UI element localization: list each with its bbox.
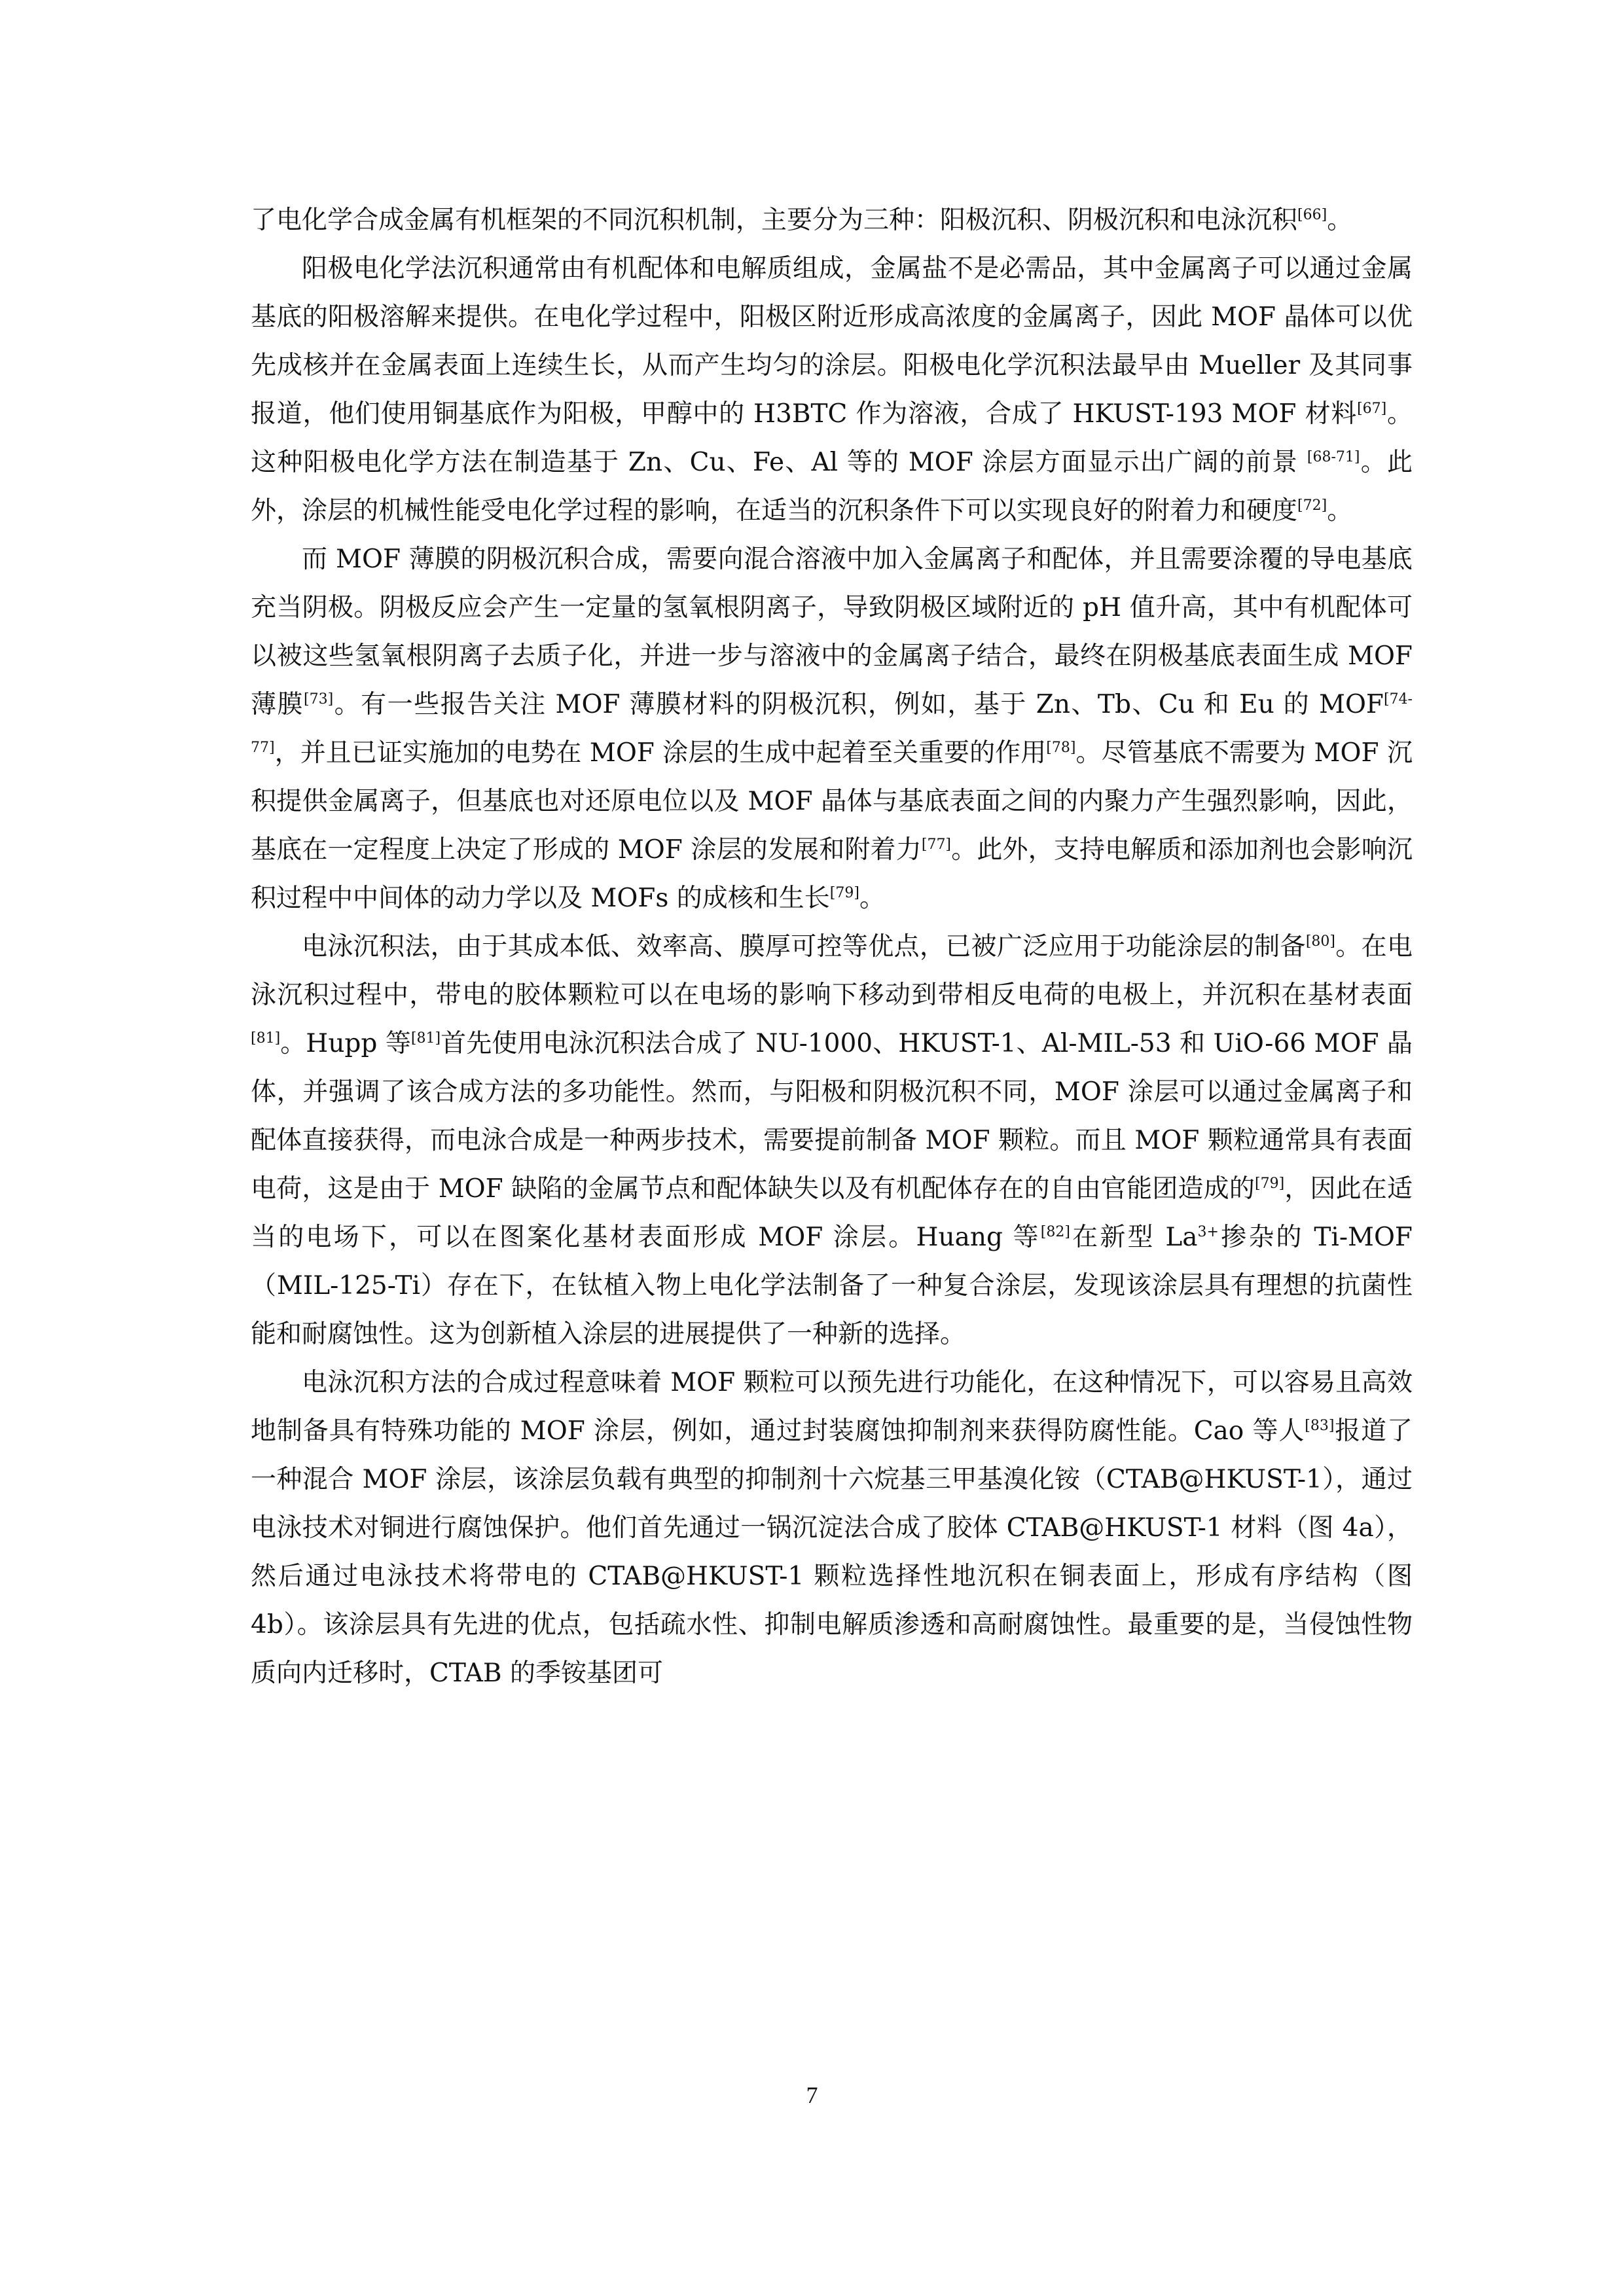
text-run: ，因此在适当的电场下，可以在图案化基材表面形成 MOF 涂层。Huang 等 [251, 1174, 1413, 1252]
citation-superscript: [77] [921, 836, 952, 853]
citation-superscript: [78] [1046, 740, 1076, 756]
citation-superscript: [66] [1297, 207, 1327, 223]
citation-superscript: [81] [251, 1030, 281, 1047]
text-run: ，并且已证实施加的电势在 MOF 涂层的生成中起着至关重要的作用 [274, 738, 1047, 768]
paragraph [251, 535, 1413, 923]
page-number: 7 [806, 2082, 818, 2108]
text-run: 。尽管基底不需要为 MOF 沉积提供金属离子，但基底也对还原电位以及 MOF 晶体与基底表面之间的内聚力产生强烈影响，因此，基底在一定程度上决定了形成的 MOF 涂层的发展和附着力 [251, 738, 1413, 865]
text-run: 。 [859, 884, 885, 913]
text-run: 。 [1327, 496, 1353, 526]
text-run: 。此外，支持电解质和添加剂也会影响沉积过程中中间体的动力学以及 MOFs 的成核和生长 [251, 835, 1413, 913]
text-run: 电泳沉积方法的合成过程意味着 MOF 颗粒可以预先进行功能化，在这种情况下，可以容易且高效地制备具有特殊功能的 MOF 涂层，例如，通过封装腐蚀抑制剂来获得防腐性能。Cao 等人 [251, 1368, 1413, 1446]
text-run: 报道了一种混合 MOF 涂层，该涂层负载有典型的抑制剂十六烷基三甲基溴化铵（CTAB@HKUST-1），通过电泳技术对铜进行腐蚀保护。他们首先通过一锅沉淀法合成了胶体 CTAB@HKUST-1 材料（图 4a），然后通过电泳技术将带电的 CTAB@HKUST-1 颗粒选择性地沉积在铜表面上，形成有序结构（图 4b）。该涂层具有先进的优点，包括疏水性、抑制电解质渗透和高耐腐蚀性。最重要的是，当侵蚀性物质向内迁移时，CTAB 的季铵基团可 [251, 1416, 1413, 1688]
paragraph [251, 923, 1413, 1359]
citation-superscript: [67] [1357, 401, 1387, 417]
text-run: 而 MOF 薄膜的阴极沉积合成，需要向混合溶液中加入金属离子和配体，并且需要涂覆的导电基底充当阴极。阴极反应会产生一定量的氢氧根阴离子，导致阴极区域附近的 pH 值升高，其中有机配体可以被这些氢氧根阴离子去质子化，并进一步与溶液中的金属离子结合，最终在阴极基底表面生成 MOF 薄膜 [251, 545, 1413, 719]
text-run: 。在电泳沉积过程中，带电的胶体颗粒可以在电场的影响下移动到带相反电荷的电极上，并沉积在基材表面 [251, 932, 1413, 1010]
text-run: 。有一些报告关注 MOF 薄膜材料的阴极沉积，例如，基于 Zn、Tb、Cu 和 Eu 的 MOF [333, 690, 1384, 719]
text-run: 。此外，涂层的机械性能受电化学过程的影响，在适当的沉积条件下可以实现良好的附着力和硬度 [251, 448, 1413, 526]
paragraph [251, 196, 1413, 245]
text-run: 。 [1327, 206, 1353, 235]
text-run: 掺杂的 Ti-MOF（MIL-125-Ti）存在下，在钛植入物上电化学法制备了一种复合涂层，发现该涂层具有理想的抗菌性能和耐腐蚀性。这为创新植入涂层的进展提供了一种新的选择。 [251, 1223, 1413, 1349]
citation-superscript: [83] [1305, 1418, 1335, 1434]
citation-superscript: [68-71] [1307, 449, 1360, 465]
citation-superscript: [79] [829, 885, 859, 901]
paragraph [251, 245, 1413, 535]
citation-superscript: [74-77] [251, 691, 1413, 756]
citation-superscript: [79] [1255, 1175, 1285, 1192]
paragraph [251, 1359, 1413, 1698]
body-text [251, 196, 1413, 1698]
citation-superscript: [81] [410, 1030, 441, 1047]
citation-superscript: [82] [1040, 1224, 1070, 1240]
citation-superscript: 3+ [1197, 1224, 1219, 1240]
citation-superscript: [72] [1297, 497, 1327, 514]
text-run: 。Hupp 等 [280, 1029, 411, 1058]
text-run: 首先使用电泳沉积法合成了 NU-1000、HKUST-1、Al-MIL-53 和 UiO-66 MOF 晶体，并强调了该合成方法的多功能性。然而，与阳极和阴极沉积不同，MOF 涂层可以通过金属离子和配体直接获得，而电泳合成是一种两步技术，需要提前制备 MOF 颗粒。而且 MOF 颗粒通常具有表面电荷，这是由于 MOF 缺陷的金属节点和配体缺失以及有机配体存在的自由官能团造成的 [251, 1029, 1413, 1204]
text-run: 了电化学合成金属有机框架的不同沉积机制，主要分为三种：阳极沉积、阴极沉积和电泳沉积 [251, 206, 1298, 235]
text-run: 。这种阳极电化学方法在制造基于 Zn、Cu、Fe、Al 等的 MOF 涂层方面显示出广阔的前景 [251, 399, 1413, 477]
text-run: 阳极电化学法沉积通常由有机配体和电解质组成，金属盐不是必需品，其中金属离子可以通过金属基底的阳极溶解来提供。在电化学过程中，阳极区附近形成高浓度的金属离子，因此 MOF 晶体可以优先成核并在金属表面上连续生长，从而产生均匀的涂层。阳极电化学沉积法最早由 Mueller 及其同事报道，他们使用铜基底作为阳极，甲醇中的 H3BTC 作为溶液，合成了 HKUST-193 MOF 材料 [251, 254, 1413, 429]
text-run: 在新型 La [1070, 1223, 1198, 1252]
text-run: 电泳沉积法，由于其成本低、效率高、膜厚可控等优点，已被广泛应用于功能涂层的制备 [302, 932, 1306, 961]
citation-superscript: [73] [304, 691, 334, 708]
citation-superscript: [80] [1305, 933, 1335, 950]
